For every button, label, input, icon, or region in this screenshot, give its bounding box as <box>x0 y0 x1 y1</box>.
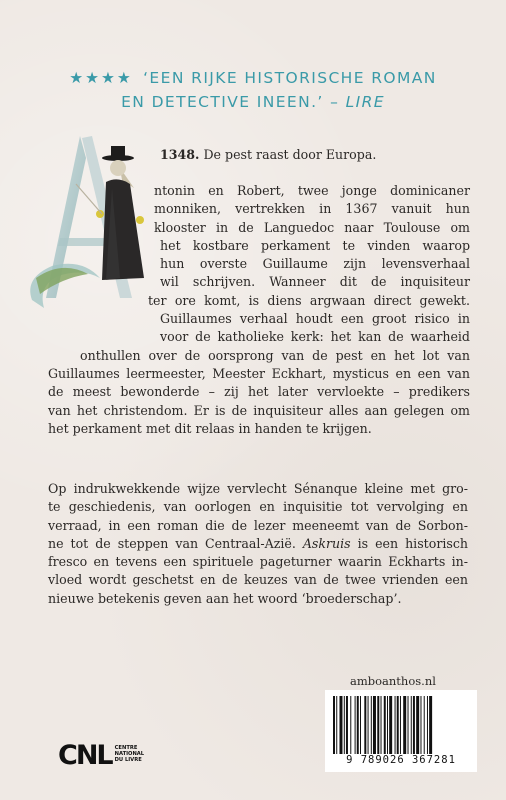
paragraph-1-line: het perkament met dit relaas in handen te krijgen. <box>48 420 372 436</box>
paragraph-1-line: wil schrijven. Wanneer dit de inquisiteur <box>160 274 470 290</box>
barcode-bar <box>346 696 348 754</box>
barcode-bar <box>384 696 386 754</box>
barcode-bar <box>397 696 399 754</box>
paragraph-2-line: fresco en tevens een spirituele pageturner waarin Eckharts in- <box>48 554 468 570</box>
paragraph-1-line: klooster in de Languedoc naar Toulouse om <box>154 219 470 235</box>
cnl-logo-subtitle <box>115 746 145 763</box>
barcode-bar <box>424 696 425 754</box>
paragraph-2 <box>48 480 468 608</box>
barcode-bar <box>416 696 419 754</box>
paragraph-1-line: onthullen over de oorsprong van de pest en het lot van <box>80 347 470 363</box>
paragraph-2-line: Op indrukwekkende wijze vervlecht Sénanque kleine met gro- <box>48 481 468 496</box>
rating-stars: ★★★★ <box>69 69 133 87</box>
intro-line <box>160 146 470 164</box>
barcode-bar <box>395 696 396 754</box>
paragraph-1-line: het kostbare perkament te vinden waarop <box>160 237 470 253</box>
barcode-bar <box>360 696 361 754</box>
isbn-number: 9 789026 367281 <box>346 754 456 766</box>
barcode-bar <box>336 696 337 754</box>
barcode-bar <box>411 696 412 754</box>
cnl-sub-1: CENTRE <box>114 745 138 752</box>
barcode-bar <box>355 696 356 754</box>
paragraph-2-line: verraad, in een roman die de lezer meeneemt van de Sorbon- <box>48 517 468 533</box>
paragraph-1-line: van het christendom. Er is de inquisiteur alles aan gelegen om <box>48 402 470 418</box>
quote-text-2: EN DETECTIVE INEEN.’ – <box>121 93 340 111</box>
barcode-bar <box>429 696 432 754</box>
review-quote <box>0 66 506 114</box>
intro-text: De pest raast door Europa. <box>203 147 377 162</box>
publisher-website: amboanthos.nl <box>350 674 436 688</box>
paragraph-1 <box>0 182 506 438</box>
paragraph-1-line: voor de katholieke kerk: het kan de waarheid <box>160 329 470 345</box>
paragraph-2-text: ne tot de steppen van Centraal-Azië. <box>48 535 296 551</box>
paragraph-1-line: monniken, vertrekken in 1367 vanuit hun <box>154 201 470 217</box>
barcode-bar <box>400 696 401 754</box>
cnl-sub-2: NATIONAL <box>114 751 145 758</box>
barcode-bar <box>368 696 369 754</box>
barcode-bar <box>381 696 382 754</box>
paragraph-2-text: is een historisch <box>357 535 468 551</box>
review-quote-line-1 <box>0 66 506 90</box>
barcode-bar <box>403 696 406 754</box>
quote-text-1: ‘EEN RIJKE HISTORISCHE ROMAN <box>143 69 437 87</box>
review-quote-line-2 <box>0 90 506 114</box>
barcode-bar <box>357 696 359 754</box>
barcode-bar <box>389 696 392 754</box>
barcode-bar <box>364 696 366 754</box>
barcode-bar <box>408 696 409 754</box>
barcode-bar <box>339 696 342 754</box>
paragraph-1-line: ter ore komt, is diens argwaan direct gewekt. <box>148 292 470 308</box>
barcode-bar <box>420 696 421 754</box>
paragraph-2-line <box>48 535 468 553</box>
barcode-bars <box>333 696 469 754</box>
paragraph-1-line: hun overste Guillaume zijn levensverhaal <box>160 256 470 272</box>
cnl-sub-3: DU LIVRE <box>114 756 142 763</box>
paragraph-2-line: nieuwe betekenis geven aan het woord ‘broederschap’. <box>48 590 402 606</box>
barcode-bar <box>377 696 379 754</box>
quote-source: LIRE <box>345 93 385 111</box>
book-title: Askruis <box>302 535 351 551</box>
barcode-bar <box>387 696 388 754</box>
barcode-bar <box>350 696 351 754</box>
barcode-bar <box>413 696 415 754</box>
paragraph-1-line: ntonin en Robert, twee jonge dominicaner <box>154 183 470 198</box>
barcode-bar <box>333 696 335 754</box>
barcode-bar <box>373 696 376 754</box>
intro-year: 1348. <box>160 147 200 162</box>
paragraph-2-line: vloed wordt geschetst en de keuzes van de twee vrienden een <box>48 572 468 588</box>
hat-crown <box>111 146 125 158</box>
barcode-bar <box>344 696 345 754</box>
cnl-logo-mark: CNL <box>58 739 112 771</box>
mask-head <box>110 160 126 176</box>
paragraph-1-line: de meest bewonderde – zij het later vervloekte – predikers <box>48 384 470 400</box>
barcode-bar <box>427 696 428 754</box>
isbn-barcode <box>325 690 477 772</box>
barcode-bar <box>371 696 372 754</box>
cnl-logo <box>58 735 144 775</box>
paragraph-1-line: Guillaumes leermeester, Meester Eckhart, mysticus en een van <box>48 365 470 381</box>
paragraph-2-line: te geschiedenis, van oorlogen en inquisitie tot vervolging en <box>48 499 468 515</box>
paragraph-1-line: Guillaumes verhaal houdt een groot risico in <box>160 311 470 327</box>
